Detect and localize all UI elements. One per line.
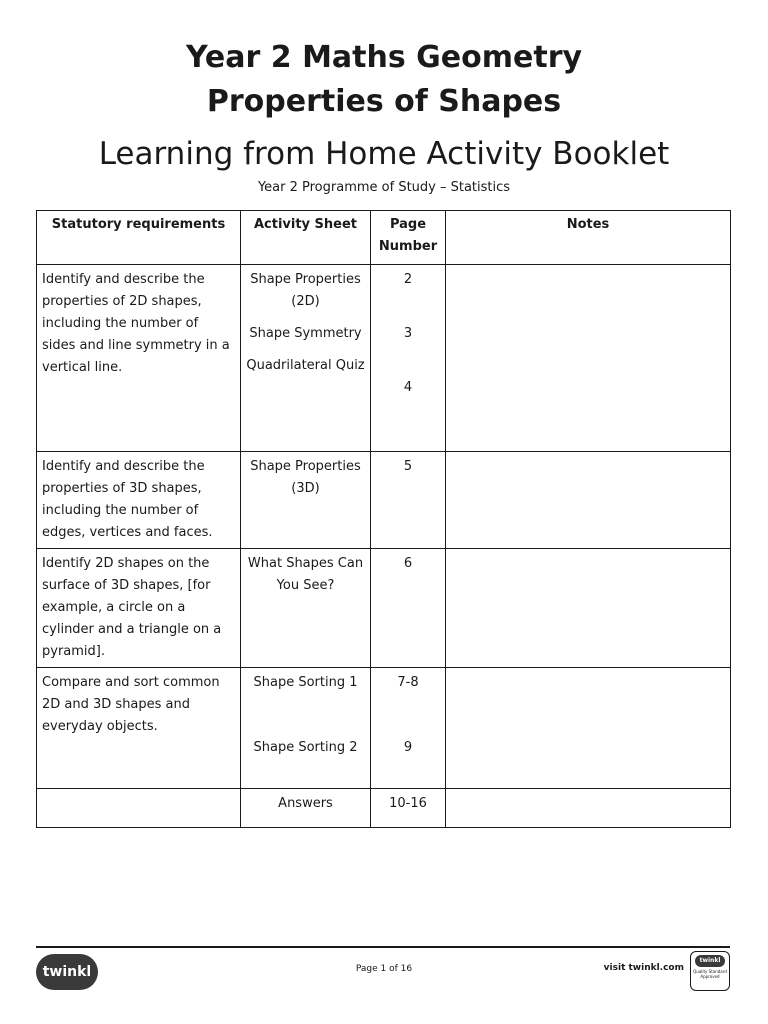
table-row bbox=[37, 549, 731, 668]
programme-of-study: Year 2 Programme of Study – Statistics bbox=[257, 180, 511, 195]
page-item: 7-8 bbox=[397, 675, 419, 690]
activity-cell bbox=[241, 549, 371, 668]
activity-item: Answers bbox=[278, 796, 333, 811]
notes-cell bbox=[446, 789, 731, 828]
notes-cell bbox=[446, 452, 731, 549]
activity-table bbox=[36, 210, 731, 828]
visit-link[interactable]: visit twinkl.com bbox=[603, 963, 684, 973]
page-item: 2 bbox=[403, 272, 413, 287]
page-cell bbox=[371, 265, 446, 452]
requirement-cell bbox=[37, 789, 241, 828]
activity-item: Shape Sorting 2 bbox=[253, 740, 358, 755]
table-row bbox=[37, 789, 731, 828]
page-subtitle: Learning from Home Activity Booklet bbox=[98, 136, 670, 172]
page-title-line2: Properties of Shapes bbox=[206, 84, 562, 119]
activity-cell bbox=[241, 668, 371, 789]
header-requirements: Statutory requirements bbox=[37, 211, 241, 265]
notes-cell bbox=[446, 265, 731, 452]
table-row bbox=[37, 265, 731, 452]
table-header-row bbox=[37, 211, 731, 265]
activity-item: Quadrilateral Quiz bbox=[246, 358, 365, 373]
notes-cell bbox=[446, 549, 731, 668]
activity-item: Shape Properties (3D) bbox=[250, 459, 361, 496]
requirement-cell: Identify and describe the properties of 2D shapes, including the number of sides and line symmetry in a vertical line. bbox=[37, 265, 241, 452]
activity-item: Shape Properties (2D) bbox=[250, 272, 361, 309]
activity-cell bbox=[241, 789, 371, 828]
header-activity-sheet: Activity Sheet bbox=[241, 211, 371, 265]
activity-cell bbox=[241, 452, 371, 549]
page-item: 4 bbox=[403, 380, 413, 395]
header-page-number: Page Number bbox=[371, 211, 446, 265]
page-item: 9 bbox=[403, 740, 413, 755]
activity-item: Shape Symmetry bbox=[249, 326, 362, 341]
requirement-cell: Identify 2D shapes on the surface of 3D shapes, [for example, a circle on a cylinder and a triangle on a pyramid]. bbox=[37, 549, 241, 668]
page-item: 10-16 bbox=[389, 796, 427, 811]
requirement-cell: Identify and describe the properties of 3D shapes, including the number of edges, vertices and faces. bbox=[37, 452, 241, 549]
notes-cell bbox=[446, 668, 731, 789]
page-cell bbox=[371, 789, 446, 828]
twinkl-logo: twinkl bbox=[36, 954, 98, 990]
page-cell bbox=[371, 549, 446, 668]
page-cell bbox=[371, 668, 446, 789]
page-item: 3 bbox=[403, 326, 413, 341]
badge-brand: twinkl bbox=[695, 955, 725, 967]
activity-item: What Shapes Can You See? bbox=[247, 556, 364, 593]
activity-cell bbox=[241, 265, 371, 452]
quality-badge-icon bbox=[690, 951, 730, 991]
page-item: 5 bbox=[403, 459, 413, 474]
table-row bbox=[37, 452, 731, 549]
page-number: Page 1 of 16 bbox=[355, 964, 413, 974]
page-title-line1: Year 2 Maths Geometry bbox=[185, 40, 583, 75]
table-row bbox=[37, 668, 731, 789]
page-item: 6 bbox=[403, 556, 413, 571]
badge-text: Quality Standard Approved bbox=[693, 969, 727, 979]
requirement-cell: Compare and sort common 2D and 3D shapes and everyday objects. bbox=[37, 668, 241, 789]
footer-divider bbox=[36, 946, 730, 948]
activity-item: Shape Sorting 1 bbox=[253, 675, 358, 690]
page-cell bbox=[371, 452, 446, 549]
header-notes: Notes bbox=[446, 211, 731, 265]
